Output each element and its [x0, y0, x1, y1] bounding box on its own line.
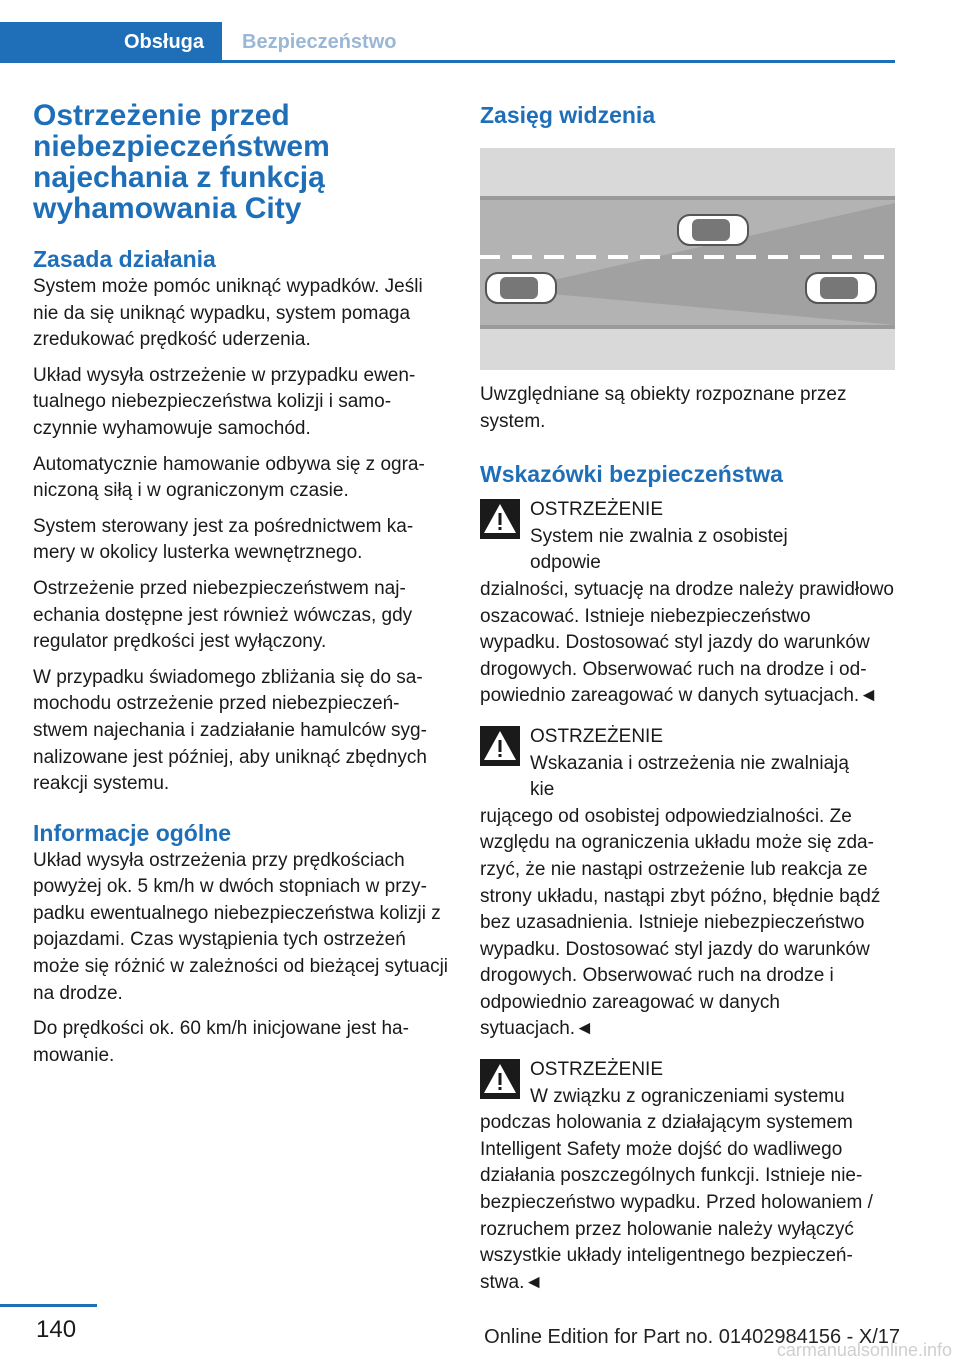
tab-obsluga[interactable]: Obsługa	[0, 22, 222, 62]
warning-text: podczas holowania z działającym systemem Intelligent Safety może dojść do wadliwego działania poszczególnych funkcji. Istnieje niebezpieczeństwo wypadku. Przed holowaniem / rozruchem przez holowanie należy wyłączyć wszystkie układy inteligentnego bezpieczeństwa.◄	[480, 1112, 873, 1293]
paragraph: Układ wysyła ostrzeżenie w przypadku ewentualnego niebezpieczeństwa kolizji i samoczynnie wyhamowuje samochód.	[33, 364, 416, 439]
warning-text: W związku z ograniczeniami systemu	[530, 1085, 845, 1107]
warning-text: System nie zwalnia z osobistej odpowie	[530, 525, 788, 574]
paragraph: Do prędkości ok. 60 km/h inicjowane jest hamowanie.	[33, 1018, 409, 1066]
section-body-zasada	[33, 274, 448, 798]
page-number-divider	[0, 1304, 97, 1307]
section-heading-zasieg: Zasięg widzenia	[480, 102, 656, 128]
warning-text: dzialności, sytuację na drodze należy prawidłowo oszacować. Istnieje niebezpieczeństwo wypadku. Dostosować styl jazdy do warunków drogowych. Obserwować ruch na drodze i odpowiednio zareagować w danych sytuacjach.◄	[480, 578, 895, 707]
paragraph: Automatycznie hamowanie odbywa się z ograniczoną siłą i w ograniczonym czasie.	[33, 453, 425, 502]
warning-triangle-icon	[480, 499, 520, 539]
warning-triangle-icon	[480, 1059, 520, 1099]
section-heading-zasada: Zasada działania	[33, 246, 216, 272]
page-number: 140	[36, 1316, 77, 1343]
tab-bezpieczenstwo[interactable]: Bezpieczeństwo	[242, 30, 397, 53]
warning-block	[480, 497, 895, 710]
paragraph: Układ wysyła ostrzeżenia przy prędkościach powyżej ok. 5 km/h w dwóch stopniach w przypadku ewentualnego niebezpieczeństwa kolizji z pojazdami. Czas wystąpienia tych ostrzeżeń może się różnić w zależności od bieżącej sytuacji na drodze.	[33, 849, 449, 1004]
section-heading-informacje: Informacje ogólne	[33, 819, 232, 846]
warning-label: OSTRZEŻENIE	[530, 1059, 664, 1081]
warning-label: OSTRZEŻENIE	[530, 499, 664, 521]
warning-block	[480, 724, 895, 1043]
road-illustration	[480, 148, 895, 370]
section-heading-wskazowki: Wskazówki bezpieczeństwa	[480, 461, 783, 488]
warning-block	[480, 1057, 895, 1296]
car-icon	[486, 273, 556, 303]
paragraph: Ostrzeżenie przed niebezpieczeństwem najechania dostępne jest również wówczas, gdy regulator prędkości jest wyłączony.	[33, 577, 413, 653]
paragraph: System sterowany jest za pośrednictwem kamery w okolicy lusterka wewnętrznego.	[33, 515, 414, 564]
right-column	[480, 100, 895, 1310]
warning-text: rującego od osobistej odpowiedzialności. Ze względu na ograniczenia układu może się zdarzyć, że nie nastąpi ostrzeżenie lub reakcja ze strony układu, nastąpi zbyt późno, błędnie bądź bez uzasadnienia. Istnieje niebezpieczeństwo wypadku. Dostosować styl jazdy do warunków drogowych. Obserwować ruch na drodze i odpowiednio zareagować w danych sytuacjach.◄	[480, 805, 881, 1040]
warning-text: Wskazania i ostrzeżenia nie zwalniają kie	[530, 752, 849, 801]
edition-footer: Online Edition for Part no. 01402984156 - X/17	[484, 1326, 900, 1348]
header-divider	[0, 60, 895, 63]
page-title: Ostrzeżenie przed niebezpieczeństwem najechania z funkcją wyhamowania City	[33, 99, 330, 225]
car-icon	[806, 273, 876, 303]
paragraph: System może pomóc uniknąć wypadków. Jeśli nie da się uniknąć wypadku, system pomaga zredukować prędkość uderzenia.	[33, 276, 423, 351]
header-bar	[0, 0, 960, 64]
detection-range-figure	[480, 148, 895, 370]
warning-triangle-icon	[480, 726, 520, 766]
left-column	[33, 100, 448, 1078]
paragraph: W przypadku świadomego zbliżania się do samochodu ostrzeżenie przed niebezpieczeństwem najechania i zadziałanie hamulców sygnalizowane jest później, aby uniknąć zbędnych reakcji systemu.	[33, 666, 427, 795]
figure-caption: Uwzględniane są obiekty rozpoznane przez system.	[480, 384, 847, 432]
warning-label: OSTRZEŻENIE	[530, 725, 664, 747]
car-icon	[678, 215, 748, 245]
section-body-informacje	[33, 848, 448, 1070]
watermark: carmanualsonline.info	[776, 1340, 952, 1360]
